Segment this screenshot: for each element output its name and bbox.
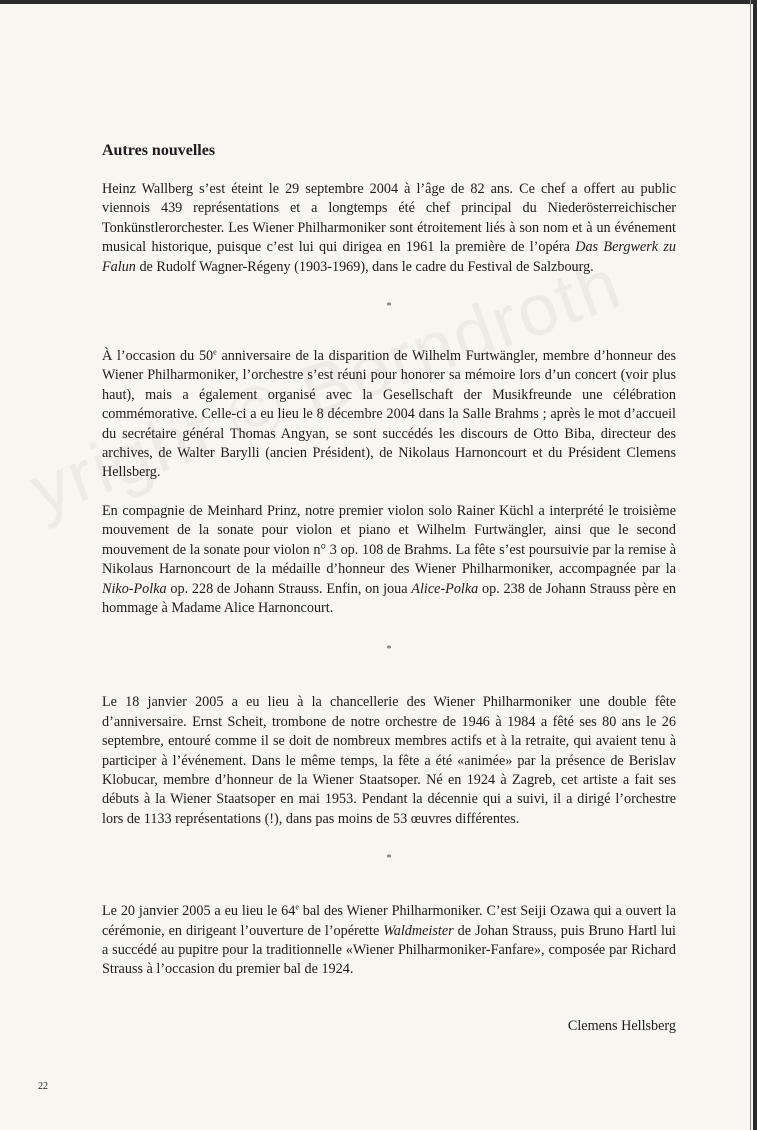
paragraph-concert: En compagnie de Meinhard Prinz, notre premier violon solo Rainer Küchl a interprété le troisième mouvement de la sonate pour violon et piano et Wilhelm Furtwängler, ainsi que le second mouvement de la sonate pour violon n° 3 op. 108 de Brahms. La fête s’est poursuivie par la remise à Nikolaus Harnoncourt de la médaille d’honneur des Wiener Philharmoniker, accompagnée par la Niko-Polka op. 228 de Johann Strauss. Enfin, on joua Alice-Polka op. 238 de Johann Strauss père en hommage à Madame Alice Harnoncourt. [102, 502, 676, 616]
work-title: Alice-Polka [411, 580, 479, 597]
work-title: Das Bergwerk zu Falun [102, 239, 677, 275]
author-signature: Clemens Hellsberg [567, 1017, 676, 1034]
section-heading: Autres nouvelles [102, 142, 216, 159]
paragraph-furtwaengler: À l’occasion du 50e anniversaire de la disparition de Wilhelm Furtwängler, membre d’honneur des Wiener Philharmoniker, l’orchestre s’est réuni pour honorer sa mémoire lors d’un concert (voir plus haut), mais a également organisé avec la Gesellschaft der Musikfreunde une célébration commémorative. Celle-ci a eu lieu le 8 décembre 2004 dans la Salle Brahms ; après le mot d’accueil du secrétaire général Thomas Angyan, se sont succédés les discours de Otto Biba, directeur des archives, de Walter Barylli (ancien Président), de Nikolaus Harnoncourt et du Président Clemens Hellsberg. [102, 347, 676, 481]
paragraph-wallberg: Heinz Wallberg s’est éteint le 29 septembre 2004 à l’âge de 82 ans. Ce chef a offert au public viennois 439 représentations et a longtemps été chef principal du Niederösterreichischer Tonkünstlerorchester. Les Wiener Philharmoniker sont étroitement liés à son nom et à un événement musical historique, puisque c’est lui qui dirigea en 1961 la première de l’opéra Das Bergwerk zu Falun de Rudolf Wagner-Régeny (1903-1969), dans le cadre du Festival de Salzbourg. [102, 181, 677, 275]
page-number: 22 [38, 1081, 48, 1092]
section-separator: * [386, 853, 392, 865]
scan-edge-top [0, 0, 757, 4]
article [102, 142, 676, 1035]
scan-edge-right [753, 0, 757, 1130]
work-title: Waldmeister [383, 922, 454, 939]
paragraph-ball: Le 20 janvier 2005 a eu lieu le 64e bal des Wiener Philharmoniker. C’est Seiji Ozawa qui a ouvert la cérémonie, en dirigeant l’ouverture de l’opérette Waldmeister de Johan Strauss, puis Bruno Hartl lui a succédé au pupitre pour la traditionnelle «Wiener Philharmoniker-Fanfare», composée par Richard Strauss à l’occasion du premier bal de 1924. [102, 902, 676, 978]
work-title: Niko-Polka [102, 580, 167, 597]
section-separator: * [386, 301, 392, 313]
section-separator: * [386, 644, 392, 656]
scan-edge-line [750, 0, 751, 1130]
paragraph-anniversary: Le 18 janvier 2005 a eu lieu à la chancellerie des Wiener Philharmoniker une double fête d’anniversaire. Ernst Scheit, trombone de notre orchestre de 1946 à 1984 a fêté ses 80 ans le 26 septembre, entouré comme il se doit de nombreux membres actifs et à la retraite, qui avaient tenu à participer à l’événement. Dans le même temps, la fête a été «animée» par la présence de Berislav Klobucar, membre d’honneur de la Wiener Staatsoper. Né en 1924 à Zagreb, cet artiste a fait ses débuts à la Wiener Staatsoper en mai 1953. Pendant la décennie qui a suivi, il a dirigé l’orchestre lors de 1133 représentations (!), dans pas moins de 53 œuvres différentes. [102, 694, 676, 827]
